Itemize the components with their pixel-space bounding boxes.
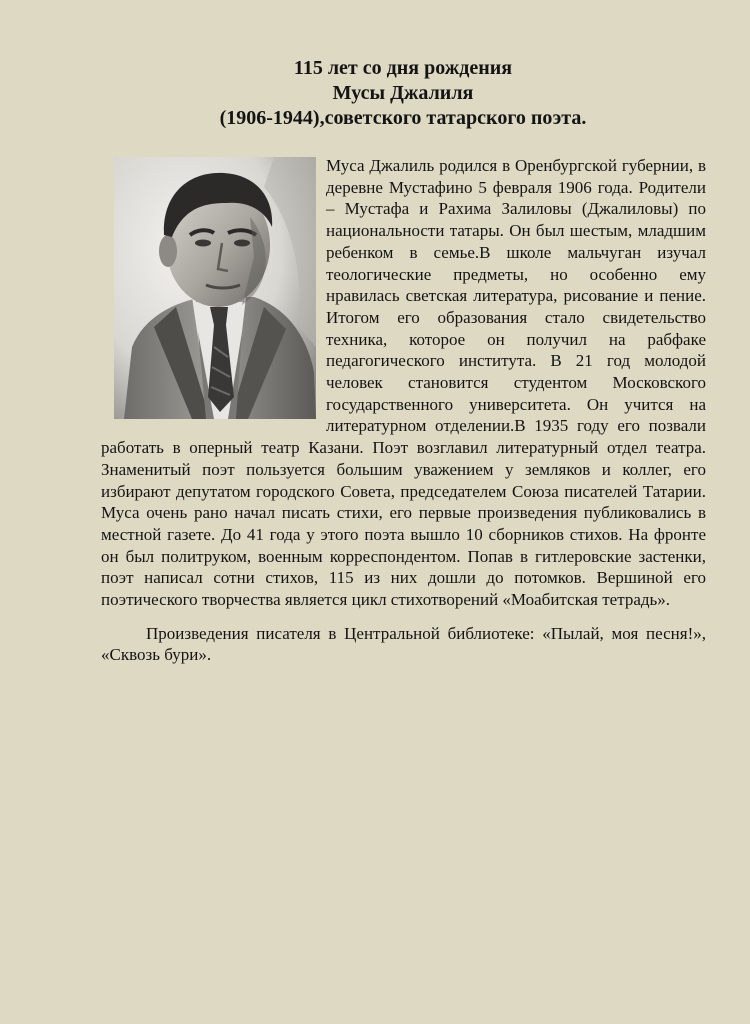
title-line-years: (1906-1944),советского татарского поэта. <box>219 107 587 129</box>
page-title <box>100 56 706 131</box>
biography-paragraph: Муса Джалиль родился в Оренбургской губернии, в деревне Мустафино 5 февраля 1906 года. Родители – Мустафа и Рахима Залиловы (Джалиловы) по национальности татары. Он был шестым, младшим ребенком в семье.В школе мальчуган изучал теологические предметы, но особенно ему нравилась светская литература, рисование и пение. Итогом его образования стало свидетельство техника, которое он получил на рабфаке педагогического института. В 21 год молодой человек становится студентом Московского государственного университета. Он учится на литературном отделении.В 1935 году его позвали работать в оперный театр Казани. Поэт возглавил литературный отдел театра. Знаменитый поэт пользуется большим уважением у земляков и коллег, его избирают депутатом городского Совета, председателем Союза писателей Татарии. Муса очень рано начал писать стихи, его первые произведения публиковались в местной газете. До 41 года у этого поэта вышло 10 сборников стихов. На фронте он был политруком, военным корреспондентом. Попав в гитлеровские застенки, поэт написал сотни стихов, 115 из них дошли до потомков. Вершиной его поэтического творчества является цикл стихотворений «Моабитская тетрадь». <box>101 156 706 610</box>
article-body <box>101 155 706 666</box>
title-line-anniversary: 115 лет со дня рождения <box>293 57 513 79</box>
library-works-paragraph: Произведения писателя в Центральной библиотеке: «Пылай, моя песня!», «Сквозь бури». <box>101 623 706 665</box>
portrait-photo <box>114 157 316 419</box>
title-line-name: Мусы Джалиля <box>332 82 474 104</box>
